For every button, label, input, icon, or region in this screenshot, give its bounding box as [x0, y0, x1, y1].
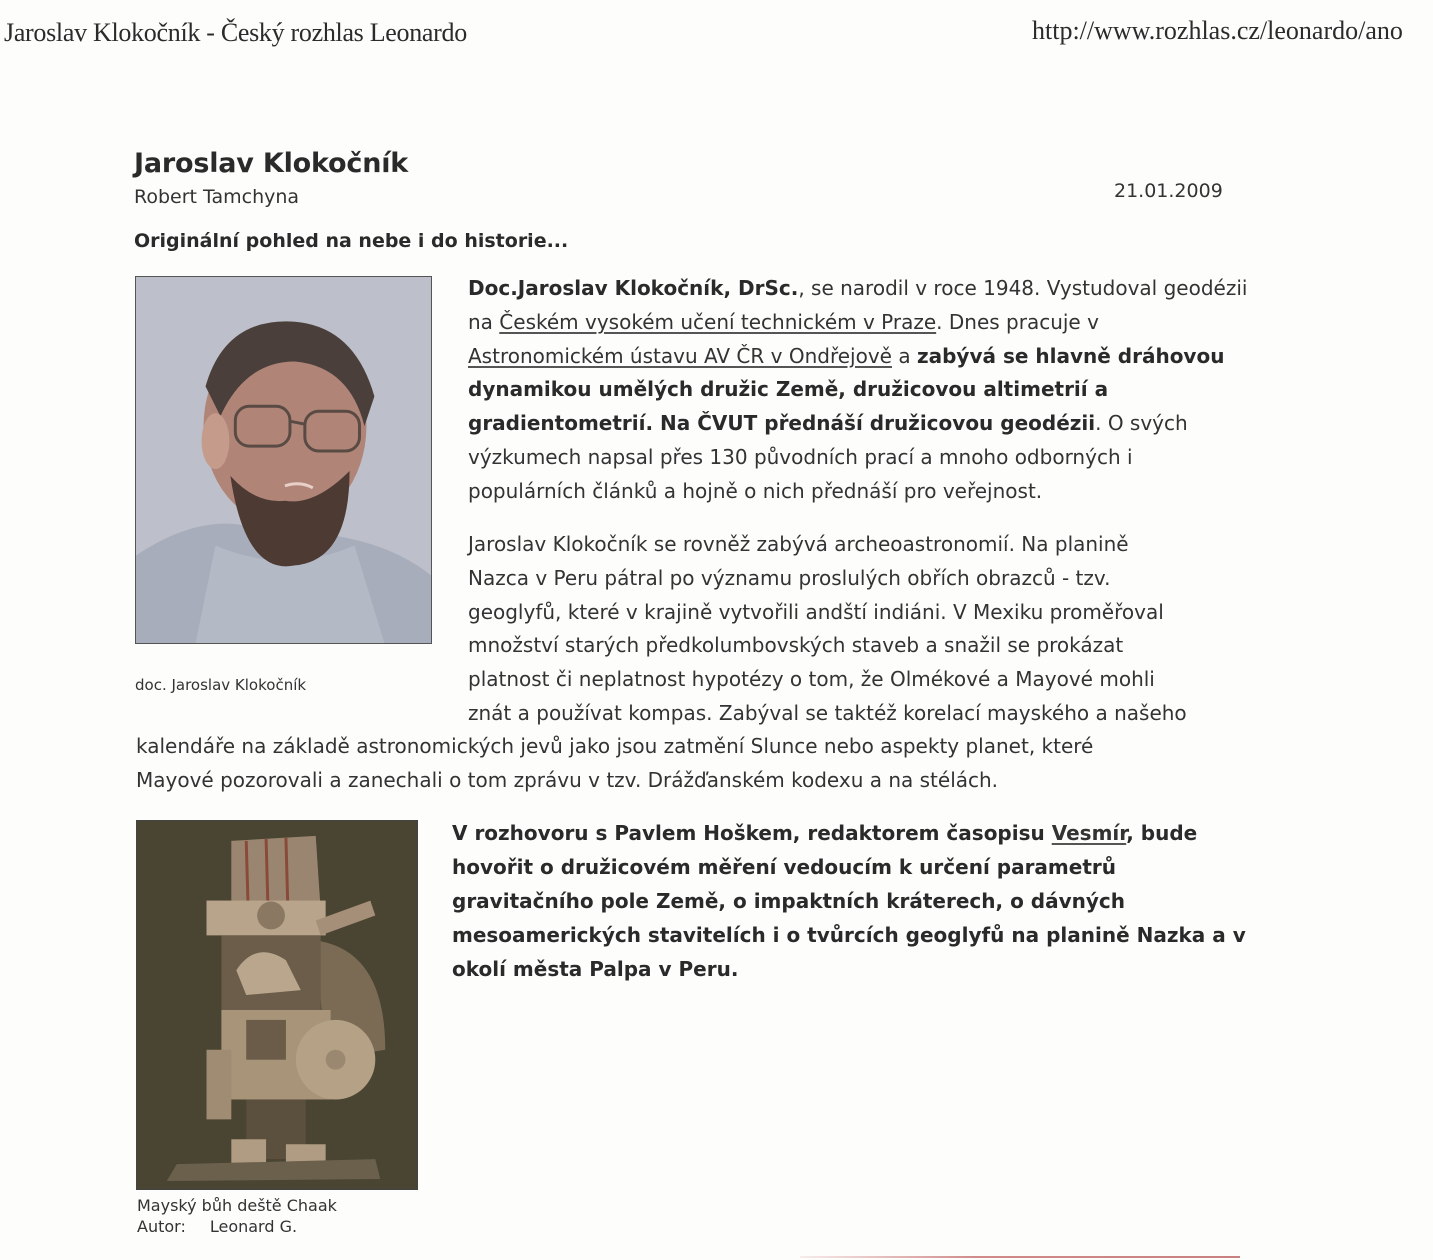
print-header-url: http://www.rozhlas.cz/leonardo/ano: [1032, 16, 1403, 45]
para-line: Mayové pozorovali a zanechali o tom zprávu v tzv. Drážďanském kodexu a na stélách.: [136, 767, 999, 792]
bottom-divider: [800, 1256, 1240, 1258]
archeoastronomy-paragraph: [468, 528, 1258, 731]
para-line: geoglyfů, které v krajině vytvořili andští indiáni. V Mexiku proměřoval: [468, 599, 1164, 624]
intro-text-4: . O svých výzkumech napsal přes 130 původních prací a mnoho odborných i populárních článků a hojně o nich přednáší pro veřejnost.: [468, 411, 1188, 503]
intro-text-2: . Dnes pracuje v: [936, 309, 1099, 334]
intro-bold-research: zabývá se hlavně dráhovou dynamikou umělých družic Země, družicovou altimetrií a gradientometrií. Na ČVUT přednáší družicovou geodézii: [468, 343, 1225, 436]
author-label: Autor:: [137, 1217, 186, 1236]
para-line: platnost či neplatnost hypotézy o tom, že Olmékové a Mayové mohli: [468, 667, 1155, 692]
interview-paragraph: [452, 816, 1252, 986]
intro-paragraph: [468, 272, 1248, 509]
para-line: Nazca v Peru pátral po významu proslulých obřích obrazců - tzv.: [468, 565, 1111, 590]
link-vesmir[interactable]: Vesmír: [1051, 821, 1127, 845]
chaak-statue-photo: [136, 820, 418, 1190]
portrait-photo: [135, 276, 432, 644]
article-subtitle: Originální pohled na nebe i do historie...: [134, 230, 569, 252]
intro-text-3: a: [891, 343, 917, 368]
intro-text-1: , se narodil v roce 1948. Vystudoval geodézii na: [468, 276, 1248, 334]
article-title: Jaroslav Klokočník: [134, 148, 409, 179]
para-line: množství starých předkolumbovských staveb a snažil se prokázat: [468, 633, 1124, 658]
para-line: znát a používat kompas. Zabýval se taktéž korelací mayského a našeho: [468, 700, 1187, 725]
link-astronomical-institute[interactable]: Astronomickém ústavu AV ČR v Ondřejově: [468, 343, 892, 368]
archeoastronomy-paragraph-continued: [136, 730, 1266, 798]
intro-bold-name: Doc.Jaroslav Klokočník, DrSc.: [468, 276, 799, 300]
link-cvut[interactable]: Českém vysokém učení technickém v Praze: [499, 309, 937, 334]
portrait-caption: doc. Jaroslav Klokočník: [135, 676, 307, 694]
article-author: Robert Tamchyna: [134, 186, 300, 208]
chaak-caption-author: [137, 1216, 337, 1237]
interview-text-2: , bude hovořit o družicovém měření vedoucím k určení parametrů gravitačního pole Země, o impaktních kráterech, o dávných mesoamerických stavitelích i o tvůrcích geoglyfů na planině Nazka a v okolí města Palpa v Peru.: [452, 821, 1246, 981]
interview-text-1: V rozhovoru s Pavlem Hoškem, redaktorem časopisu: [452, 821, 1052, 845]
para-line: Jaroslav Klokočník se rovněž zabývá archeoastronomií. Na planině: [468, 532, 1129, 556]
chaak-caption-title: Mayský bůh deště Chaak: [137, 1196, 337, 1215]
article-date: 21.01.2009: [1114, 180, 1223, 202]
para-line: kalendáře na základě astronomických jevů jako jsou zatmění Slunce nebo aspekty planet, které: [136, 734, 1094, 758]
print-header-page-title: Jaroslav Klokočník - Český rozhlas Leonardo: [4, 18, 467, 47]
chaak-caption: [137, 1195, 337, 1237]
author-value: Leonard G.: [209, 1217, 298, 1236]
